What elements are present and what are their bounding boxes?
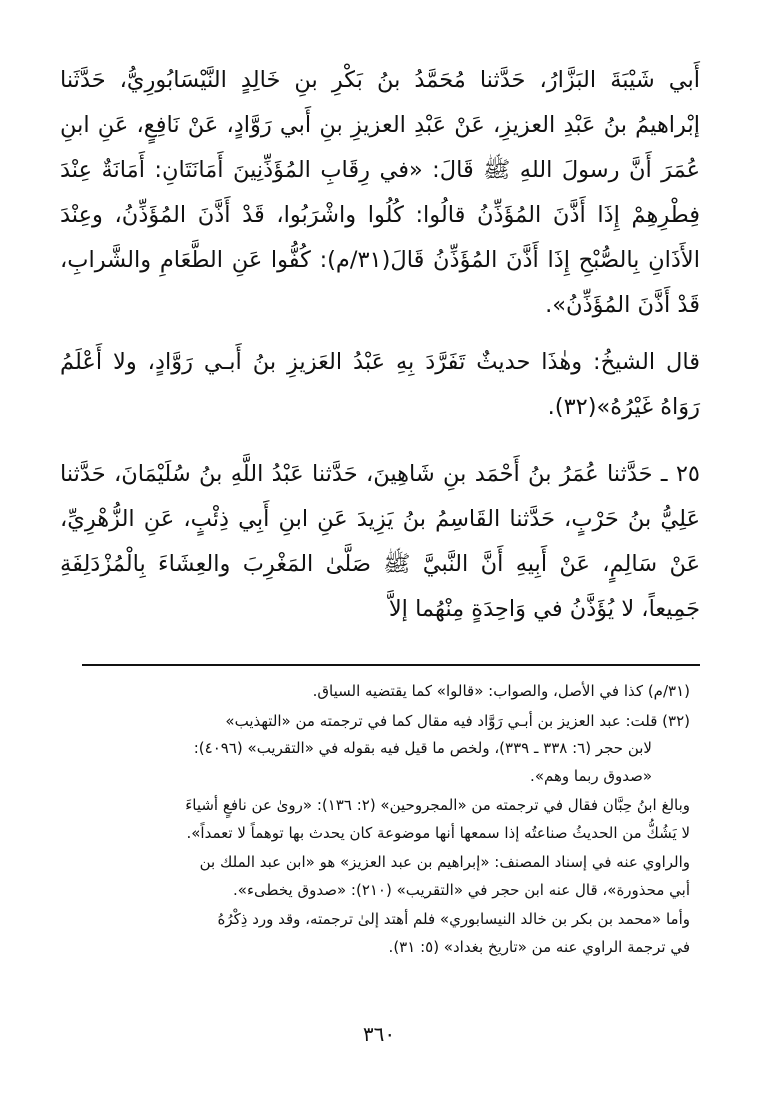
footnote-divider <box>82 664 700 666</box>
footnote-31-line: (٣١/م) كذا في الأصل، والصواب: «قالوا» كما يقتضيه السياق. <box>312 682 690 700</box>
footnote-nishapuri-line: في ترجمة الراوي عنه من «تاريخ بغداد» (٥: ٣١). <box>388 937 690 956</box>
footnote-ibn-hibban <box>70 792 690 847</box>
footnote-ibn-hibban-line: وبالغ ابنُ حِبَّان فقال في ترجمته من «المجروحين» (٢: ١٣٦): «روىٰ عن نافعٍ أشياءَ <box>185 796 690 814</box>
footnote-32-line: (٣٢) قلت: عبد العزيز بن أبـي رَوَّاد فيه مقال كما في ترجمته من «التهذيب» <box>225 711 690 730</box>
footnote-narrator-line: والراوي عنه في إسناد المصنف: «إبراهيم بن عبد العزيز» هو «ابن عبد الملك بن <box>199 853 690 871</box>
footnote-ibn-hibban-line: لا يَشُكُّ من الحديثُ صناعتُه إذا سمعها أنها موضوعة كان يحدث بها توهماً لا تعمداً». <box>186 823 690 842</box>
footnote-narrator <box>70 849 690 904</box>
sheikh-comment-paragraph: قال الشيخُ: وهٰذَا حديثٌ تَفَرَّدَ بِهِ عَبْدُ العَزيزِ بنُ أَبـي رَوَّادٍ، ولا أَعْلَمُ رَوَاهُ غَيْرُهُ»(٣٢). <box>60 349 700 420</box>
footnote-nishapuri-line: وأما «محمد بن بكر بن خالد النيسابوري» فلم أهتد إلىٰ ترجمته، وقد ورد ذِكْرُهُ <box>217 910 690 928</box>
footnote-nishapuri <box>70 906 690 961</box>
footnote-32 <box>70 708 690 791</box>
page-number: ٣٦٠ <box>362 1022 396 1046</box>
footnote-31 <box>70 678 690 706</box>
footnotes-section <box>70 678 690 963</box>
hadith-25-paragraph: ٢٥ ـ حَدَّثنا عُمَرُ بنُ أَحْمَد بنِ شَاهِينَ، حَدَّثنا عَبْدُ اللَّهِ بنُ سُلَيْمَانَ، حَدَّثنا عَلِيُّ بنُ حَرْبٍ، حَدَّثنا القَاسِمُ بنُ يَزِيدَ عَنِ ابنِ أَبِي ذِئْبٍ، عَنِ الزُّهْرِيِّ، عَنْ سَالِمٍ، عَنْ أَبِيهِ أَنَّ النَّبيَّ ﷺ صَلَّىٰ المَغْرِبَ والعِشَاءَ بِالْمُزْدَلِفَةِ جَمِيعاً، لا يُؤَذَّنُ في وَاحِدَةٍ مِنْهُما إلاَّ <box>60 461 700 622</box>
footnote-narrator-line: أبي محذورة»، قال عنه ابن حجر في «التقريب» (٢١٠): «صدوق يخطىء». <box>233 880 690 899</box>
hadith-24-continuation: أَبي شَيْبَةَ البَزَّارُ، حَدَّثنا مُحَمَّدُ بنُ بَكْرِ بنِ خَالِدٍ النَّيْسَابُورِيُّ، حَدَّثَنا إبْراهيمُ بنُ عَبْدِ العزيزِ، عَنْ عَبْدِ العزيزِ بنِ أَبي رَوَّادٍ، عَنْ نَافِعٍ، عَنِ ابنِ عُمَرَ أَنَّ رسولَ اللهِ ﷺ قَالَ: «في رِقَابِ المُؤَذِّنِينَ أَمَانَتَانِ: أَمَانَةٌ عِنْدَ فِطْرِهِمْ إِذَا أَذَّنَ المُؤَذِّنُ قالُوا: كُلُوا واشْرَبُوا، قَدْ أَذَّنَ المُؤَذِّنُ، وعِنْدَ الأَذَانِ بِالصُّبْحِ إِذَا أَذَّنَ المُؤَذِّنُ قَالَ(٣١/م): كُفُّوا عَنِ الطَّعَامِ والشَّرابِ، قَدْ أَذَّنَ المُؤَذِّنُ». <box>60 67 700 318</box>
footnote-32-line: لابن حجر (٦: ٣٣٨ ـ ٣٣٩)، ولخص ما قيل فيه بقوله في «التقريب» (٤٠٩٦): <box>193 739 652 757</box>
footnote-32-line: «صدوق ربما وهم». <box>530 766 652 785</box>
